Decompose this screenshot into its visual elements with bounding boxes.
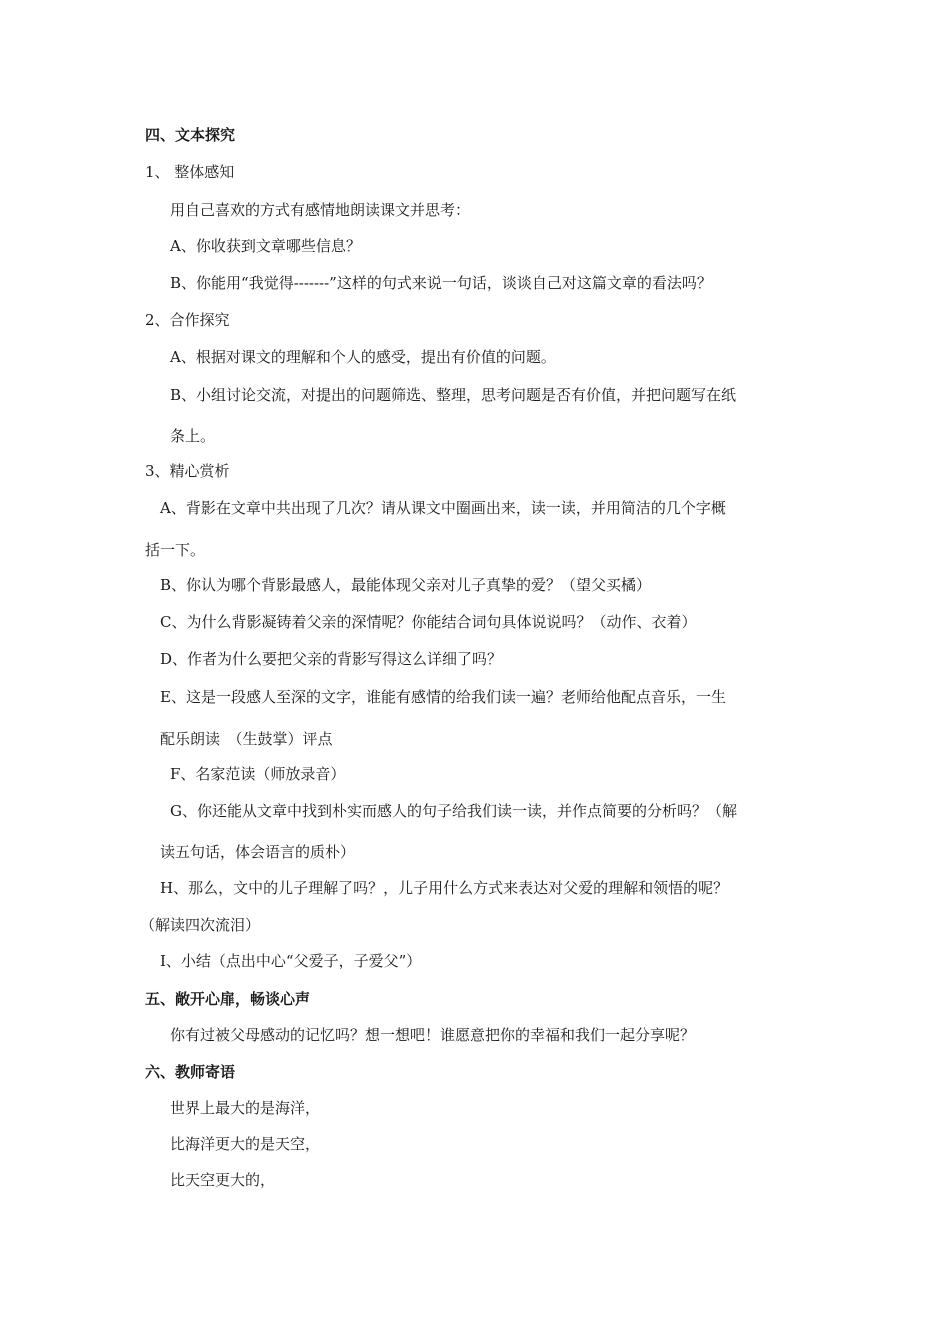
section-heading-teacher-message: 六、教师寄语 xyxy=(145,1063,236,1081)
poem-line: 世界上最大的是海洋， xyxy=(170,1099,321,1117)
poem-line: 比海洋更大的是天空， xyxy=(170,1135,321,1153)
paragraph-line: 用自己喜欢的方式有感情地朗读课文并思考： xyxy=(170,201,471,219)
question-d: D、作者为什么要把父亲的背影写得这么详细了吗？ xyxy=(160,650,503,668)
subheading-overall-perception: 1、 整体感知 xyxy=(145,163,235,181)
question-i: I、小结（点出中心“父爱子，子爱父”） xyxy=(160,952,422,970)
question-f: F、名家范读（师放录音） xyxy=(170,765,346,783)
poem-line: 比天空更大的， xyxy=(170,1171,276,1189)
question-g: G、你还能从文章中找到朴实而感人的句子给我们读一读，并作点简要的分析吗？（解 xyxy=(170,802,737,820)
question-a: A、根据对课文的理解和个人的感受，提出有价值的问题。 xyxy=(170,348,556,366)
question-a: A、你收获到文章哪些信息？ xyxy=(170,237,361,255)
question-h: H、那么，文中的儿子理解了吗？，儿子用什么方式来表达对父爱的理解和领悟的呢？ xyxy=(160,879,729,897)
section-heading-open-heart: 五、敞开心扉，畅谈心声 xyxy=(145,990,311,1008)
section-heading-text-exploration: 四、文本探究 xyxy=(145,126,236,144)
question-e-continued: 配乐朗读 （生鼓掌）评点 xyxy=(160,730,333,748)
question-h-continued: （解读四次流泪） xyxy=(140,916,261,934)
question-b: B、你能用“我觉得-------”这样的句式来说一句话，谈谈自己对这篇文章的看法吗？ xyxy=(170,274,712,292)
question-b: B、小组讨论交流，对提出的问题筛选、整理，思考问题是否有价值，并把问题写在纸 xyxy=(170,386,737,404)
question-a: A、背影在文章中共出现了几次？请从课文中圈画出来，读一读，并用简洁的几个字概 xyxy=(160,499,726,517)
question-e: E、这是一段感人至深的文字，谁能有感情的给我们读一遍？老师给他配点音乐，一生 xyxy=(160,688,726,706)
question-a-continued: 括一下。 xyxy=(145,541,206,559)
question-c: C、为什么背影凝铸着父亲的深情呢？你能结合词句具体说说吗？（动作、衣着） xyxy=(160,613,697,631)
question-g-continued: 读五句话，体会语言的质朴） xyxy=(160,843,356,861)
question-b-continued: 条上。 xyxy=(170,427,216,445)
subheading-close-reading: 3、精心赏析 xyxy=(145,462,230,480)
paragraph-line: 你有过被父母感动的记忆吗？想一想吧！谁愿意把你的幸福和我们一起分享呢？ xyxy=(170,1026,696,1044)
question-b: B、你认为哪个背影最感人，最能体现父亲对儿子真挚的爱？（望父买橘） xyxy=(160,576,652,594)
subheading-cooperative-inquiry: 2、合作探究 xyxy=(145,311,230,329)
